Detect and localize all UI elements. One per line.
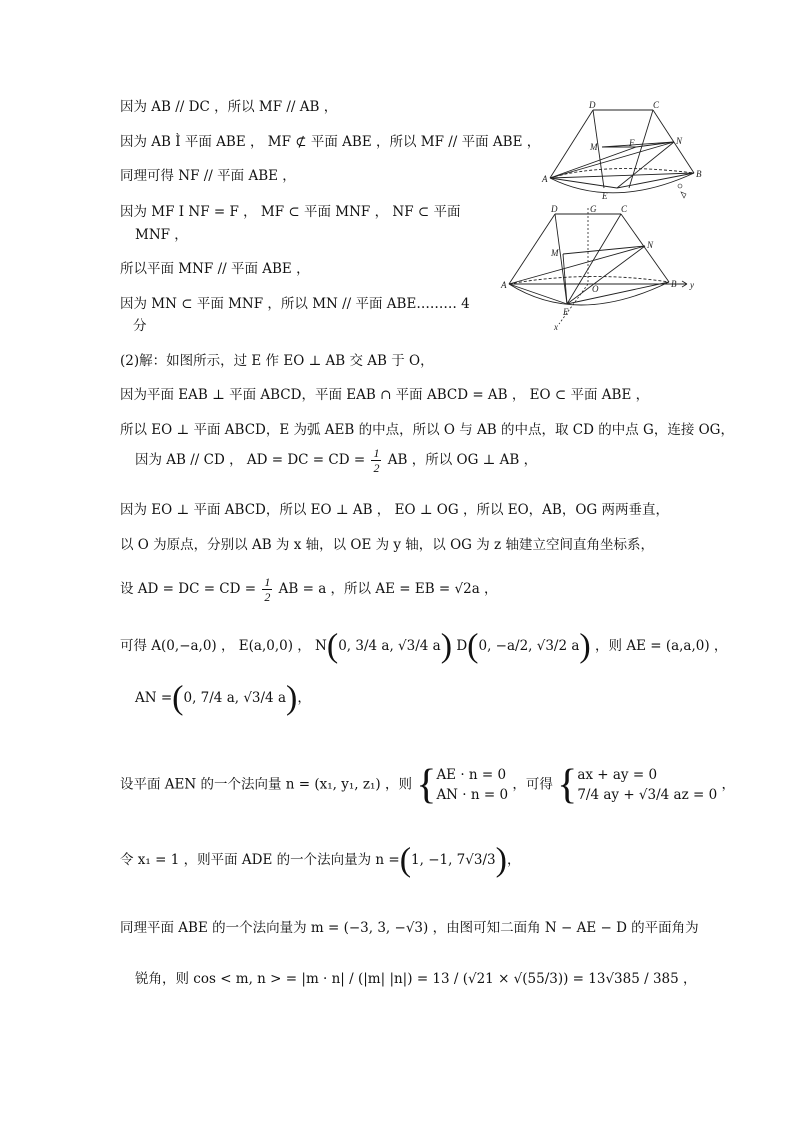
- solution-line-11: [120, 841, 521, 879]
- numerator: 1: [373, 446, 380, 460]
- brace-left: {: [416, 762, 437, 808]
- solution-line-3: 所以 EO ⊥ 平面 ABCD，E 为弧 AEB 的中点，所以 O 与 AB 的中点，取 CD 的中点 G，连接 OG，: [120, 422, 734, 438]
- solution-line-4: [135, 446, 537, 475]
- paren-right: ): [286, 679, 298, 717]
- vector-an-coords: 0, 7/4 a, √3/4 a: [183, 690, 286, 706]
- equation: AN · n = 0: [436, 787, 509, 803]
- text-segment: AB ，所以 OG ⊥ AB ，: [387, 452, 538, 468]
- equation-system-2: [577, 765, 717, 805]
- equation-system-1: [436, 765, 508, 805]
- solution-line-7: [120, 575, 498, 604]
- paren-right: ): [495, 841, 507, 879]
- label-n-top: N: [676, 136, 683, 146]
- equation: ax + ay = 0: [577, 767, 658, 783]
- label-x-bot: x: [554, 322, 558, 332]
- text-segment: ，: [506, 852, 521, 868]
- proof-line-6-cont: 分: [133, 318, 147, 334]
- proof-line-6: 因为 MN ⊂ 平面 MNF ，所以 MN // 平面 ABE……… 4: [120, 296, 470, 312]
- text-segment: ，则 AE = (a,a,0) ，: [595, 638, 728, 654]
- paren-left: (: [399, 841, 412, 879]
- denominator: 2: [264, 590, 271, 604]
- label-e-top: E: [602, 191, 608, 201]
- text-segment: 可得 A(0,−a,0) ， E(a,0,0) ， N: [120, 638, 327, 654]
- paren-left: (: [326, 627, 339, 665]
- paren-left: (: [467, 627, 479, 665]
- solution-line-5: 因为 EO ⊥ 平面 ABCD，所以 EO ⊥ AB ， EO ⊥ OG ，所以 EO，AB，OG 两两垂直，: [120, 502, 669, 518]
- paren-right: ): [440, 627, 453, 665]
- label-m-top: M: [590, 142, 598, 152]
- label-c-bot: C: [621, 204, 628, 214]
- paren-left: (: [172, 679, 184, 717]
- text-segment: ，: [721, 776, 735, 793]
- text-segment: ，可得: [512, 776, 553, 793]
- proof-line-4-cont: MNF ，: [135, 227, 188, 243]
- label-b-top: B: [696, 169, 702, 179]
- text-segment: 设平面 AEN 的一个法向量 n = (x₁, y₁, z₁) ，则: [120, 776, 412, 793]
- geometry-figure-bottom: [497, 202, 707, 332]
- denominator: 2: [373, 461, 380, 475]
- brace-left: {: [557, 762, 578, 808]
- solution-line-9: [135, 679, 311, 717]
- solution-line-2: 因为平面 EAB ⊥ 平面 ABCD，平面 EAB ∩ 平面 ABCD = AB ， EO ⊂ 平面 ABE ，: [120, 387, 650, 403]
- cos-formula: |m · n| / (|m| |n|): [301, 971, 413, 987]
- text-segment: ，: [297, 690, 311, 706]
- solution-line-12: 同理平面 ABE 的一个法向量为 m = (−3, 3, −√3) ，由图可知二面角 N − AE − D 的平面角为: [120, 920, 699, 936]
- label-a-bot: A: [501, 280, 507, 290]
- label-m-bot: M: [551, 248, 559, 258]
- solution-line-8: [120, 627, 728, 665]
- fraction-half-2: [262, 575, 272, 604]
- label-y-bot: y: [690, 280, 694, 290]
- label-f-top: F: [629, 138, 635, 148]
- label-n-bot: N: [647, 240, 654, 250]
- proof-line-4: 因为 MF I NF = F ， MF ⊂ 平面 MNF ， NF ⊂ 平面: [120, 204, 461, 220]
- normal-vector-n: 1, −1, 7√3/3: [411, 852, 496, 868]
- label-d-top: D: [589, 100, 596, 110]
- geometry-figure-top: [534, 100, 710, 202]
- solution-line-10: [120, 762, 735, 808]
- solution-line-1: (2)解：如图所示，过 E 作 EO ⊥ AB 交 AB 于 O，: [120, 353, 434, 369]
- proof-line-5: 所以平面 MNF // 平面 ABE ，: [120, 261, 310, 277]
- solution-line-6: 以 O 为原点，分别以 AB 为 x 轴，以 OE 为 y 轴，以 OG 为 z 轴建立空间直角坐标系，: [120, 537, 654, 553]
- equation: 7/4 ay + √3/4 az = 0: [577, 787, 718, 803]
- label-g-bot: G: [590, 204, 597, 214]
- point-d-coords: 0, −a/2, √3/2 a: [478, 638, 580, 654]
- numerator: 1: [264, 575, 271, 589]
- proof-line-3: 同理可得 NF // 平面 ABE ，: [120, 168, 296, 184]
- label-e-bot: E: [563, 307, 569, 317]
- text-segment: 因为 AB // CD ， AD = DC = CD =: [135, 452, 366, 468]
- proof-line-2: 因为 AB Ì 平面 ABE ， MF ⊄ 平面 ABE ，所以 MF // 平面 ABE ，: [120, 134, 541, 150]
- label-c-top: C: [653, 100, 660, 110]
- solution-line-13: [135, 970, 697, 988]
- label-o-bot: O: [592, 284, 599, 294]
- equation: AE · n = 0: [436, 767, 507, 783]
- point-n-coords: 0, 3/4 a, √3/4 a: [338, 638, 441, 654]
- vector-an-label: AN =: [135, 690, 173, 706]
- text-segment: 设 AD = DC = CD =: [120, 581, 257, 597]
- label-b-bot: B: [671, 279, 677, 289]
- text-segment: 令 x₁ = 1 ，则平面 ADE 的一个法向量为 n =: [120, 852, 400, 868]
- proof-line-1: 因为 AB // DC ，所以 MF // AB ，: [120, 99, 338, 115]
- text-segment: AB = a ，所以 AE = EB = √2a ，: [278, 581, 498, 597]
- fraction-half: [371, 446, 381, 475]
- paren-right: ): [579, 627, 591, 665]
- label-d-bot: D: [551, 204, 558, 214]
- label-a-top: A: [542, 174, 548, 184]
- cos-result: = 13 / (√21 × √(55/3)) = 13√385 / 385 ，: [416, 971, 697, 987]
- text-segment: 锐角，则 cos < m, n > =: [135, 971, 298, 987]
- text-segment: D: [456, 638, 468, 654]
